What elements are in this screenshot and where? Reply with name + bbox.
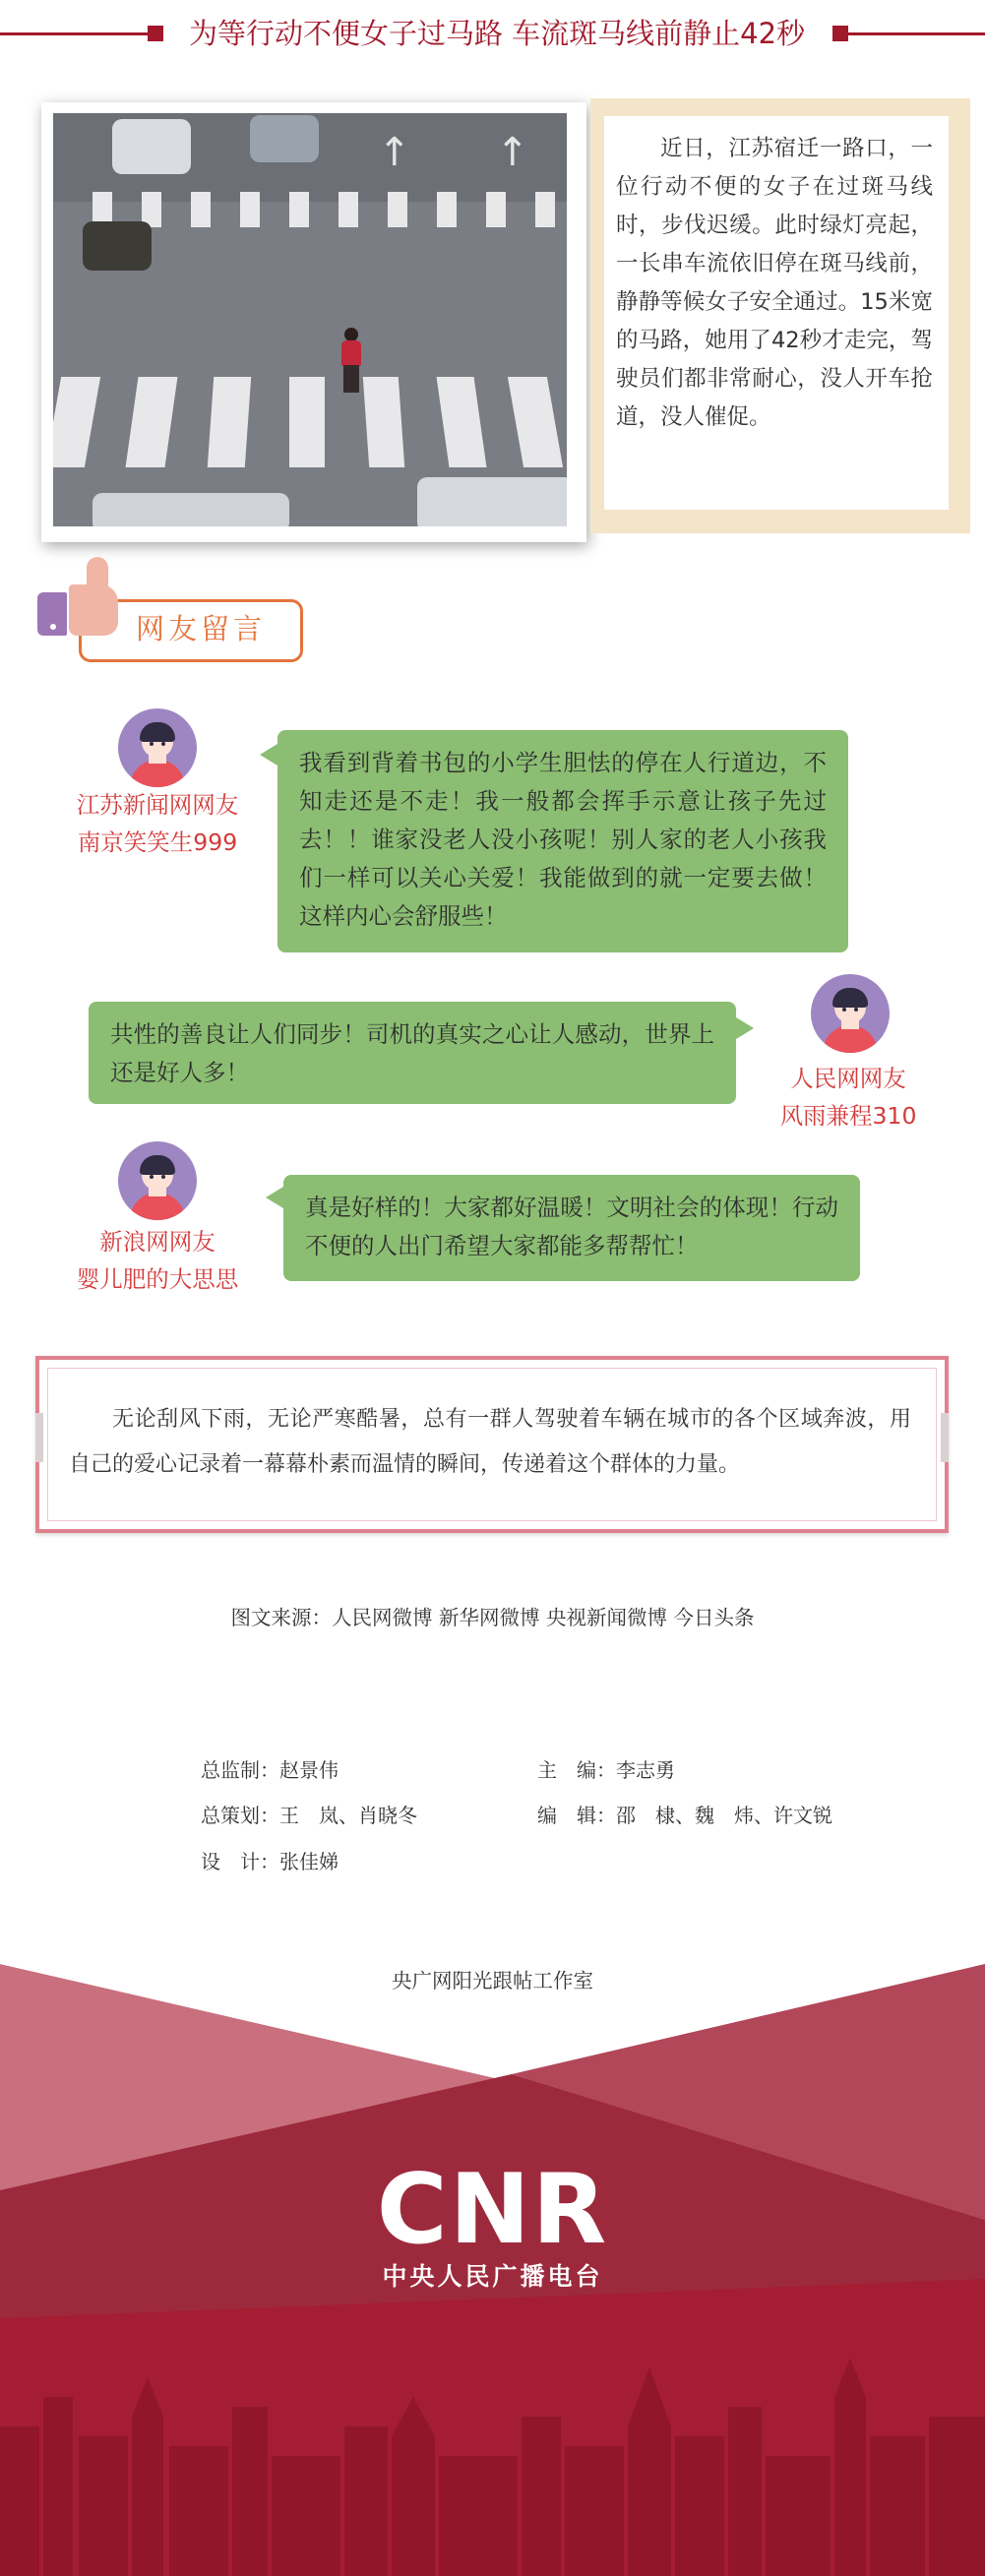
comment-bubble: 真是好样的！大家都好温暖！文明社会的体现！行动不便的人出门希望大家都能多帮帮忙！: [283, 1175, 860, 1281]
image-source: 图文来源：人民网微博 新华网微博 央视新闻微博 今日头条: [230, 1606, 755, 1629]
crosswalk-photo: ↑ ↑: [53, 113, 567, 526]
comment-bubble: 共性的善良让人们同步！司机的真实之心让人感动，世界上还是好人多！: [89, 1002, 736, 1104]
comment-bubble: 我看到背着书包的小学生胆怯的停在人行道边，不知走还是不走！我一般都会挥手示意让孩子先过去！！谁家没老人没小孩呢！别人家的老人小孩我们一样可以关心关爱！我能做到的就一定要去做！这样内心会舒服些！: [277, 730, 848, 952]
credit-editor-in-chief: 主 编：李志勇: [537, 1758, 675, 1782]
user-avatar-icon: [118, 1141, 197, 1220]
commenter-handle: 婴儿肥的大思思: [76, 1265, 239, 1293]
credit-planner: 总策划：王 岚、肖晓冬: [201, 1804, 417, 1827]
title-rule-right: [844, 32, 985, 35]
comments-label: 网友留言: [136, 612, 267, 645]
bubble-tail: [260, 744, 277, 766]
title-rule-left: [0, 32, 148, 35]
credit-editors: 编 辑：邵 棣、魏 炜、许文锐: [537, 1804, 832, 1827]
page-title: 为等行动不便女子过马路 车流斑马线前静止42秒: [188, 17, 806, 50]
credit-designer: 设 计：张佳娣: [201, 1850, 339, 1873]
commenter-name: 人民网网友: [790, 1065, 906, 1092]
news-photo-frame: [41, 102, 586, 542]
quote-text: 无论刮风下雨，无论严寒酷暑，总有一群人驾驶着车辆在城市的各个区域奔波，用自己的爱心记录着一幕幕朴素而温情的瞬间，传递着这个群体的力量。: [69, 1407, 911, 1477]
user-avatar-icon: [811, 974, 890, 1053]
user-avatar-icon: [118, 708, 197, 787]
commenter-handle: 南京笑笑生999: [77, 828, 238, 856]
bubble-tail: [736, 1017, 754, 1039]
cnr-logo: [0, 2154, 985, 2295]
studio-name: 央广网阳光跟帖工作室: [392, 1969, 593, 1993]
intro-box: [604, 116, 949, 510]
commenter-name: 江苏新闻网网友: [76, 791, 239, 819]
cnr-logo-subtitle: 中央人民广播电台: [382, 2262, 603, 2291]
title-square-left: [148, 26, 163, 41]
credit-supervisor: 总监制：赵景伟: [201, 1758, 339, 1782]
pedestrian-figure: [337, 328, 366, 393]
cnr-logo-mark: CNR: [376, 2154, 609, 2266]
commenter-name: 新浪网网友: [99, 1228, 215, 1256]
bubble-tail: [266, 1187, 283, 1208]
thumbs-up-icon: [37, 557, 128, 644]
commenter-handle: 风雨兼程310: [779, 1102, 917, 1130]
intro-text: 近日，江苏宿迁一路口，一位行动不便的女子在过斑马线时，步伐迟缓。此时绿灯亮起，一长串车流依旧停在斑马线前，静静等候女子安全通过。15米宽的马路，她用了42秒才走完，驾驶员们都非常耐心，没人开车抢道，没人催促。: [616, 136, 933, 430]
